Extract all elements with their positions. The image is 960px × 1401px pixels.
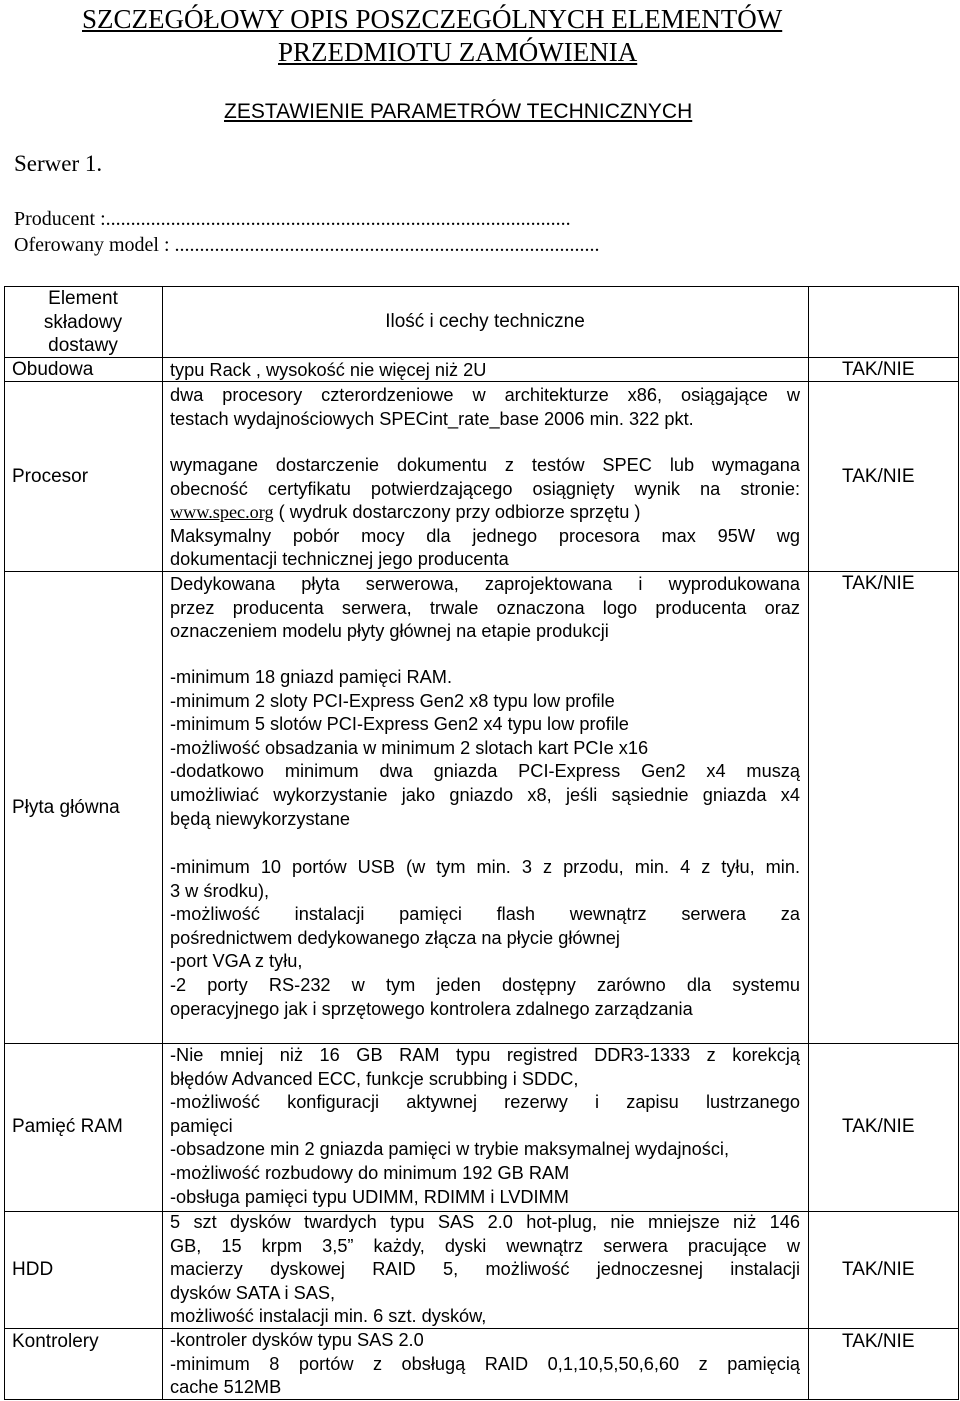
- label-hdd: HDD: [12, 1259, 54, 1280]
- tak-nie-kontrolery: TAK/NIE: [842, 1331, 915, 1352]
- procesor-l6: Maksymalny pobór mocy dla jednego procesora max 95W wg: [170, 525, 800, 546]
- hdd-spec: [170, 1211, 800, 1329]
- doc-title-line2: PRZEDMIOTU ZAMÓWIENIA: [278, 37, 638, 67]
- kontrolery-l2: -minimum 8 portów z obsługą RAID 0,1,10,5,50,6,60 z pamięcią: [170, 1353, 800, 1374]
- header-element-l1: Element: [48, 288, 118, 309]
- plyta-l13: -możliwość instalacji pamięci flash wewnątrz serwera za: [170, 904, 800, 925]
- ram-l3: -możliwość konfiguracji aktywnej rezerwy i zapisu lustrzanego: [170, 1092, 800, 1113]
- tak-nie-hdd: TAK/NIE: [842, 1259, 915, 1280]
- header-element-l2: składowy: [43, 311, 123, 333]
- plyta-l9: umożliwiać wykorzystanie jako gniazdo x8, jeśli sąsiednie gniazda x4: [170, 784, 800, 805]
- col-divider-1: [162, 286, 163, 1400]
- hdd-l3: macierzy dyskowej RAID 5, możliwość jednoczesnej instalacji: [170, 1259, 800, 1280]
- label-procesor: Procesor: [12, 466, 89, 487]
- plyta-spec-3: [170, 856, 800, 1021]
- kontrolery-spec: [170, 1329, 800, 1400]
- table-border-right: [958, 286, 959, 1400]
- hdd-l5: możliwość instalacji min. 6 szt. dysków,: [170, 1306, 487, 1327]
- tak-nie-procesor: TAK/NIE: [842, 466, 915, 487]
- plyta-spec-2: [170, 666, 800, 831]
- kontrolery-l3: cache 512MB: [170, 1377, 282, 1398]
- hdd-l2: GB, 15 krpm 3,5” każdy, dyski wewnątrz serwera pracujące w: [170, 1235, 800, 1256]
- obudowa-text: typu Rack , wysokość nie więcej niż 2U: [170, 360, 487, 380]
- plyta-l5: -minimum 2 sloty PCI-Express Gen2 x8 typu low profile: [170, 690, 615, 711]
- plyta-l11: -minimum 10 portów USB (w tym min. 3 z przodu, min. 4 z tyłu, min.: [170, 857, 800, 877]
- ram-l2: błędów Advanced ECC, funkcje scrubbing i SDDC,: [170, 1068, 579, 1089]
- ram-l4: pamięci: [170, 1115, 233, 1136]
- tak-nie-obudowa: TAK/NIE: [842, 359, 915, 380]
- header-element: [4, 287, 162, 358]
- procesor-l3: wymagane dostarczenie dokumentu z testów SPEC lub wymagana: [170, 455, 800, 475]
- label-obudowa: Obudowa: [12, 359, 94, 380]
- tak-nie-ram: TAK/NIE: [842, 1116, 915, 1137]
- label-plyta-glowna: Płyta główna: [12, 797, 120, 818]
- server-label: Serwer 1.: [14, 151, 103, 176]
- producer-line: Producent :.............................................................................................: [14, 208, 571, 230]
- plyta-l4: -minimum 18 gniazd pamięci RAM.: [170, 667, 452, 687]
- procesor-spec-1: [170, 384, 800, 431]
- plyta-l6: -minimum 5 slotów PCI-Express Gen2 x4 typu low profile: [170, 714, 629, 735]
- plyta-l15: -port VGA z tyłu,: [170, 951, 303, 972]
- plyta-l17: operacyjnego jak i sprzętowego kontrolera zdalnego zarządzania: [170, 998, 693, 1019]
- model-line: Oferowany model : .....................................................................................: [14, 234, 600, 256]
- plyta-l8: -dodatkowo minimum dwa gniazda PCI-Express Gen2 x4 muszą: [170, 761, 800, 782]
- col-divider-2: [808, 286, 809, 1400]
- header-features: Ilość i cechy techniczne: [385, 311, 585, 332]
- plyta-l1: Dedykowana płyta serwerowa, zaprojektowana i wyprodukowana: [170, 574, 800, 594]
- plyta-l14: pośrednictwem dedykowanego złącza na płycie głównej: [170, 927, 620, 948]
- procesor-l5-rest: ( wydruk dostarczony przy odbiorze sprzętu ): [273, 502, 641, 523]
- ram-l5: -obsadzone min 2 gniazda pamięci w trybie maksymalnej wydajności,: [170, 1139, 730, 1160]
- kontrolery-l1: -kontroler dysków typu SAS 2.0: [170, 1330, 424, 1350]
- spec-org-link[interactable]: www.spec.org: [170, 502, 274, 523]
- hdd-l1: 5 szt dysków twardych typu SAS 2.0 hot-plug, nie mniejsze niż 146: [170, 1212, 800, 1232]
- procesor-l1: dwa procesory czterordzeniowe w architekturze x86, osiągające w: [170, 385, 800, 405]
- plyta-l16: -2 porty RS-232 w tym jeden dostępny zarówno dla systemu: [170, 974, 800, 995]
- ram-l6: -możliwość rozbudowy do minimum 192 GB RAM: [170, 1162, 570, 1183]
- label-pamiec-ram: Pamięć RAM: [12, 1116, 123, 1137]
- plyta-l10: będą niewykorzystane: [170, 808, 350, 829]
- plyta-l7: -możliwość obsadzania w minimum 2 slotach kart PCIe x16: [170, 737, 649, 758]
- doc-title-line1: SZCZEGÓŁOWY OPIS POSZCZEGÓLNYCH ELEMENTÓW: [82, 4, 783, 34]
- hdd-l4: dysków SATA i SAS,: [170, 1282, 336, 1303]
- procesor-l2: testach wydajnościowych SPECint_rate_base 2006 min. 322 pkt.: [170, 408, 694, 429]
- procesor-l7: dokumentacji technicznej jego producenta: [170, 549, 509, 570]
- table-border-left: [4, 286, 5, 1400]
- ram-l7: -obsługa pamięci typu UDIMM, RDIMM i LVDIMM: [170, 1186, 569, 1207]
- plyta-l3: oznaczeniem modelu płyty głównej na etapie produkcji: [170, 621, 609, 642]
- doc-subtitle: ZESTAWIENIE PARAMETRÓW TECHNICZNYCH: [224, 100, 693, 123]
- procesor-spec-2: [170, 454, 800, 572]
- label-kontrolery: Kontrolery: [12, 1331, 99, 1352]
- procesor-l4: obecność certyfikatu potwierdzającego osiągnięty wynik na stronie:: [170, 478, 800, 499]
- tak-nie-plyta: TAK/NIE: [842, 573, 915, 594]
- plyta-l2: przez producenta serwera, trwale oznaczona logo producenta oraz: [170, 597, 800, 618]
- plyta-l12: 3 w środku),: [170, 880, 270, 901]
- plyta-spec-1: [170, 573, 800, 644]
- ram-l1: -Nie mniej niż 16 GB RAM typu registred DDR3-1333 z korekcją: [170, 1045, 800, 1065]
- ram-spec: [170, 1044, 800, 1209]
- header-element-l3: dostawy: [48, 335, 118, 356]
